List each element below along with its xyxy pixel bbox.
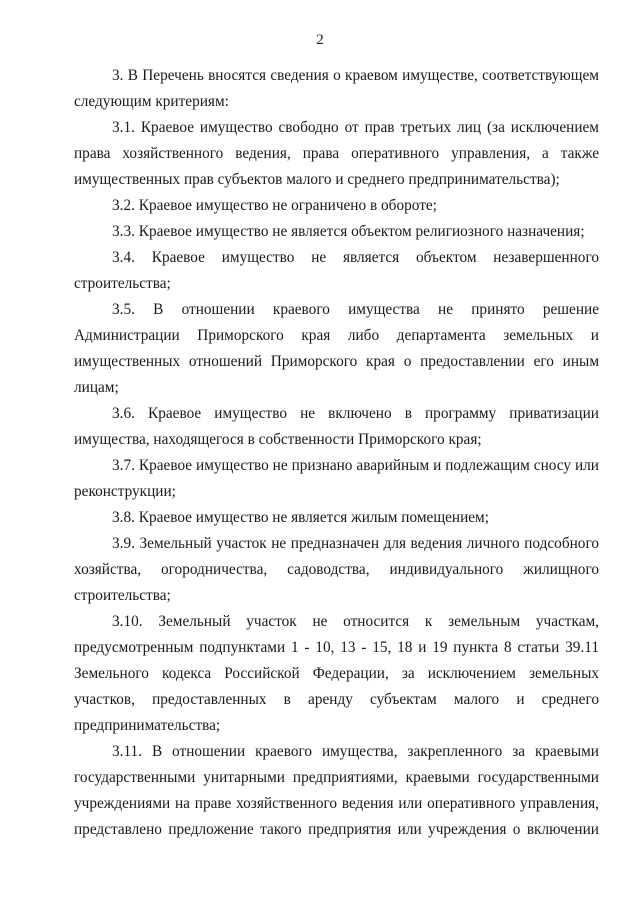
paragraph-3-5: [74, 297, 599, 401]
text-line: Администрации Приморского края либо департамента земельных и: [74, 327, 599, 344]
text-line: 3.3. Краевое имущество не является объектом религиозного назначения;: [112, 223, 585, 240]
paragraph-3-1: [74, 115, 599, 193]
text-line: лицам;: [74, 379, 119, 396]
paragraph-3-7: [74, 453, 599, 505]
text-line: 3.7. Краевое имущество не признано аварийным и подлежащим сносу или: [112, 457, 599, 474]
text-line: 3.11. В отношении краевого имущества, закрепленного за краевыми: [112, 743, 599, 760]
text-line: государственными унитарными предприятиями, краевыми государственными: [74, 769, 599, 786]
document-body: [74, 63, 599, 843]
text-line: 3.10. Земельный участок не относится к земельным участкам,: [112, 613, 599, 630]
text-line: 3. В Перечень вносятся сведения о краевом имуществе, соответствующем: [112, 67, 599, 84]
text-line: следующим критериям:: [74, 93, 229, 110]
text-line: представлено предложение такого предприятия или учреждения о включении: [74, 821, 599, 838]
paragraph-3-2: [74, 193, 599, 219]
paragraph-3-9: [74, 531, 599, 609]
paragraph-3-10: [74, 609, 599, 739]
text-line: 3.1. Краевое имущество свободно от прав третьих лиц (за исключением: [112, 119, 599, 136]
text-line: Земельного кодекса Российской Федерации, за исключением земельных: [74, 665, 599, 682]
text-line: имущества, находящегося в собственности Приморского края;: [74, 431, 482, 448]
text-line: 3.8. Краевое имущество не является жилым помещением;: [112, 509, 489, 526]
text-line: 3.6. Краевое имущество не включено в программу приватизации: [112, 405, 599, 422]
text-line: имущественных отношений Приморского края о предоставлении его иным: [74, 353, 599, 370]
paragraph-3-11: [74, 739, 599, 843]
text-line: предусмотренным подпунктами 1 - 10, 13 - 15, 18 и 19 пункта 8 статьи 39.11: [74, 639, 599, 656]
text-line: строительства;: [74, 275, 171, 292]
paragraph-3-8: [74, 505, 599, 531]
page-number: 2: [316, 32, 324, 48]
text-line: 3.2. Краевое имущество не ограничено в обороте;: [112, 197, 437, 214]
text-line: участков, предоставленных в аренду субъектам малого и среднего: [74, 691, 599, 708]
text-line: хозяйства, огородничества, садоводства, индивидуального жилищного: [74, 561, 599, 578]
paragraph-3-4: [74, 245, 599, 297]
text-line: 3.9. Земельный участок не предназначен для ведения личного подсобного: [112, 535, 599, 552]
text-line: строительства;: [74, 587, 171, 604]
paragraph-3-6: [74, 401, 599, 453]
paragraph-3-3: [74, 219, 599, 245]
text-line: предпринимательства;: [74, 717, 221, 734]
text-line: учреждениями на праве хозяйственного ведения или оперативного управления,: [74, 795, 599, 812]
text-line: 3.4. Краевое имущество не является объектом незавершенного: [112, 249, 599, 266]
text-line: 3.5. В отношении краевого имущества не принято решение: [112, 301, 599, 318]
paragraph-3: [74, 63, 599, 115]
text-line: имущественных прав субъектов малого и среднего предпринимательства);: [74, 171, 560, 188]
text-line: права хозяйственного ведения, права оперативного управления, а также: [74, 145, 599, 162]
text-line: реконструкции;: [74, 483, 176, 500]
